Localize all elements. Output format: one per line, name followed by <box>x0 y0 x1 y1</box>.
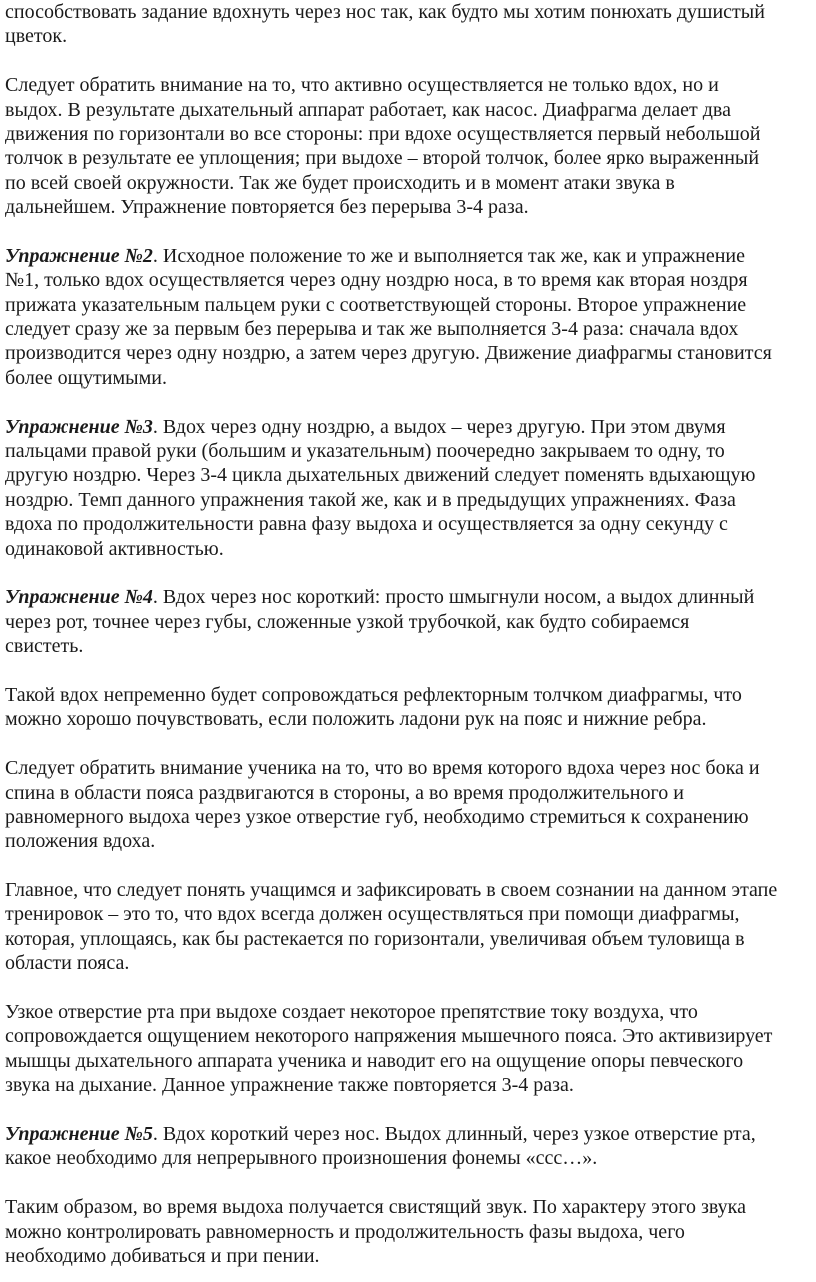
text-line: Главное, что следует понять учащимся и зафиксировать в своем сознании на данном этапе <box>5 879 778 902</box>
text-line <box>5 244 816 268</box>
text-line: по всей своей окружности. Так же будет происходить и в момент атаки звука в <box>5 171 675 194</box>
text-line: Следует обратить внимание ученика на то, что во время которого вдоха через нос бока и <box>5 757 760 780</box>
text-line: тренировок – это то, что вдох всегда должен осуществляться при помощи диафрагмы, <box>5 903 740 926</box>
text-line: через рот, точнее через губы, сложенные узкой трубочкой, как будто собираемся <box>5 610 690 633</box>
text-line: какое необходимо для непрерывного произношения фонемы «ссс…». <box>5 1147 598 1170</box>
text-line: одинаковой активностью. <box>5 537 224 560</box>
text-line: сопровождается ощущением некоторого напряжения мышечного пояса. Это активизирует <box>5 1025 773 1048</box>
paragraph-main-point <box>5 878 816 976</box>
exercise-title: Упражнение №5 <box>5 1122 153 1145</box>
text-line: вдоха по продолжительности равна фазу выдоха и осуществляется за одну секунду с <box>5 513 728 536</box>
text-line: звука на дыхание. Данное упражнение также повторяется 3-4 раза. <box>5 1074 574 1097</box>
text-run: . Вдох через нос короткий: просто шмыгнули носом, а выдох длинный <box>152 586 755 609</box>
text-line: движения по горизонтали во все стороны: при вдохе осуществляется первый небольшой <box>5 122 761 145</box>
text-line: другую ноздрю. Через 3-4 цикла дыхательных движений следует поменять вдыхающую <box>5 464 756 487</box>
text-line: Узкое отверстие рта при выдохе создает некоторое препятствие току воздуха, что <box>5 1001 698 1024</box>
text-run: . Вдох короткий через нос. Выдох длинный, через узкое отверстие рта, <box>152 1122 756 1145</box>
text-line: ноздрю. Темп данного упражнения такой же, как и в предыдущих упражнениях. Фаза <box>5 488 736 511</box>
text-line: выдох. В результате дыхательный аппарат работает, как насос. Диафрагма делает два <box>5 98 731 121</box>
text-line: Таким образом, во время выдоха получается свистящий звук. По характеру этого звука <box>5 1196 746 1219</box>
text-line: которая, уплощаясь, как бы растекается по горизонтали, увеличивая объем туловища в <box>5 927 745 950</box>
paragraph-exercise-5 <box>5 1122 816 1171</box>
text-line: области пояса. <box>5 952 130 975</box>
paragraph-exercise-4 <box>5 585 816 658</box>
exercise-title: Упражнение №3 <box>5 415 153 438</box>
text-line: Такой вдох непременно будет сопровождаться рефлекторным толчком диафрагмы, что <box>5 683 742 706</box>
text-line <box>5 415 816 439</box>
text-line: способствовать задание вдохнуть через нос так, как будто мы хотим понюхать душистый <box>5 1 765 23</box>
text-line: производится через одну ноздрю, а затем через другую. Движение диафрагмы становится <box>5 342 772 365</box>
text-line: №1, только вдох осуществляется через одну ноздрю носа, в то время как вторая ноздря <box>5 269 748 292</box>
text-line: свистеть. <box>5 635 84 658</box>
paragraph-intro-continuation <box>5 0 816 49</box>
text-run: . Вдох через одну ноздрю, а выдох – через другую. При этом двумя <box>152 415 726 438</box>
text-line: можно контролировать равномерность и продолжительность фазы выдоха, чего <box>5 1220 685 1243</box>
text-run: . Исходное положение то же и выполняется так же, как и упражнение <box>152 244 746 267</box>
paragraph-exercise-3 <box>5 415 816 561</box>
text-line: дальнейшем. Упражнение повторяется без перерыва 3-4 раза. <box>5 196 529 219</box>
exercise-title: Упражнение №2 <box>5 244 153 267</box>
text-line: более ощутимыми. <box>5 366 167 389</box>
text-line: пальцами правой руки (большим и указательным) поочередно закрываем то одну, то <box>5 440 725 463</box>
exercise-title: Упражнение №4 <box>5 586 153 609</box>
text-line: необходимо добиваться и при пении. <box>5 1244 320 1267</box>
paragraph-student-attention <box>5 756 816 854</box>
text-line <box>5 1122 816 1146</box>
text-line: равномерного выдоха через узкое отверстие губ, необходимо стремиться к сохранению <box>5 805 749 828</box>
text-line: спина в области пояса раздвигаются в стороны, а во время продолжительного и <box>5 781 684 804</box>
text-line: прижата указательным пальцем руки с соответствующей стороны. Второе упражнение <box>5 293 747 316</box>
text-line <box>5 585 816 609</box>
text-line: положения вдоха. <box>5 830 156 853</box>
text-line: толчок в результате ее уплощения; при выдохе – второй толчок, более ярко выраженный <box>5 147 760 170</box>
text-line: мышцы дыхательного аппарата ученика и наводит его на ощущение опоры певческого <box>5 1049 744 1072</box>
text-line: можно хорошо почувствовать, если положить ладони рук на пояс и нижние ребра. <box>5 708 707 731</box>
paragraph-exercise-2 <box>5 244 816 390</box>
text-line: цветок. <box>5 25 68 48</box>
paragraph-reflex-push <box>5 683 816 732</box>
paragraph-exhale-note <box>5 73 816 219</box>
text-line: следует сразу же за первым без перерыва и так же выполняется 3-4 раза: сначала вдох <box>5 318 739 341</box>
text-line: Следует обратить внимание на то, что активно осуществляется не только вдох, но и <box>5 74 719 97</box>
paragraph-whistle-sound <box>5 1195 816 1268</box>
paragraph-narrow-mouth <box>5 1000 816 1098</box>
